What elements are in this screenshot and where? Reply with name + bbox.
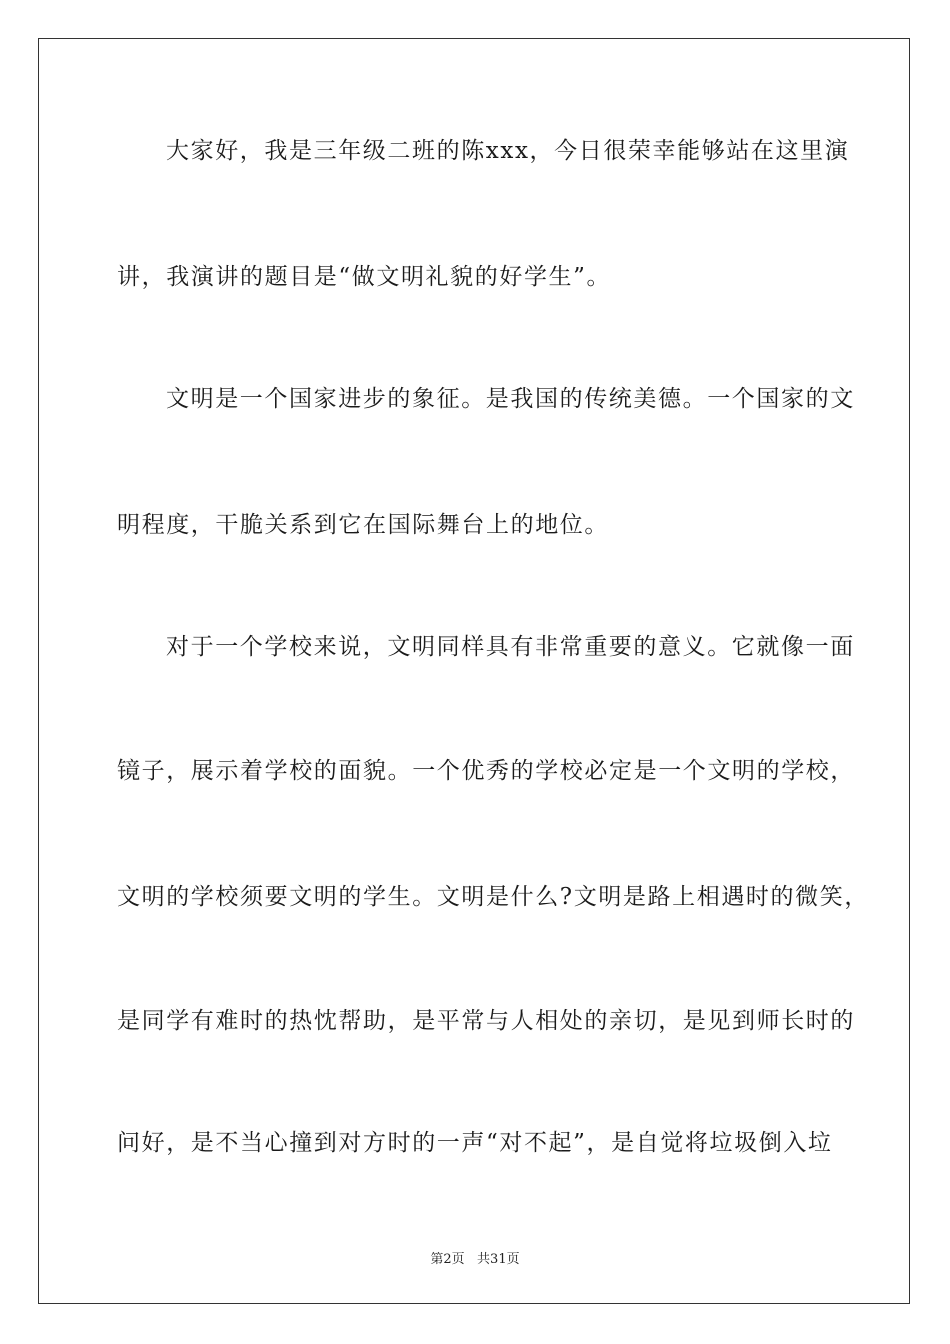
- page-border: [38, 38, 910, 1304]
- paragraph-line: 对于一个学校来说，文明同样具有非常重要的意义。它就像一面: [166, 634, 855, 660]
- paragraph-line: 文明的学校须要文明的学生。文明是什么?文明是路上相遇时的微笑，: [117, 884, 869, 910]
- paragraph-line: 文明是一个国家进步的象征。是我国的传统美德。一个国家的文: [166, 386, 855, 412]
- paragraph-line: 是同学有难时的热忱帮助，是平常与人相处的亲切，是见到师长时的: [117, 1008, 855, 1034]
- paragraph-line: 镜子，展示着学校的面貌。一个优秀的学校必定是一个文明的学校，: [117, 758, 855, 784]
- paragraph-line: 讲，我演讲的题目是“做文明礼貌的好学生”。: [117, 264, 612, 290]
- paragraph-line: 问好，是不当心撞到对方时的一声“对不起”，是自觉将垃圾倒入垃: [117, 1130, 833, 1156]
- page-number-footer: 第2页 共31页: [430, 1252, 520, 1267]
- paragraph-line: 明程度，干脆关系到它在国际舞台上的地位。: [117, 512, 609, 538]
- paragraph-line: 大家好，我是三年级二班的陈xxx，今日很荣幸能够站在这里演: [166, 138, 850, 164]
